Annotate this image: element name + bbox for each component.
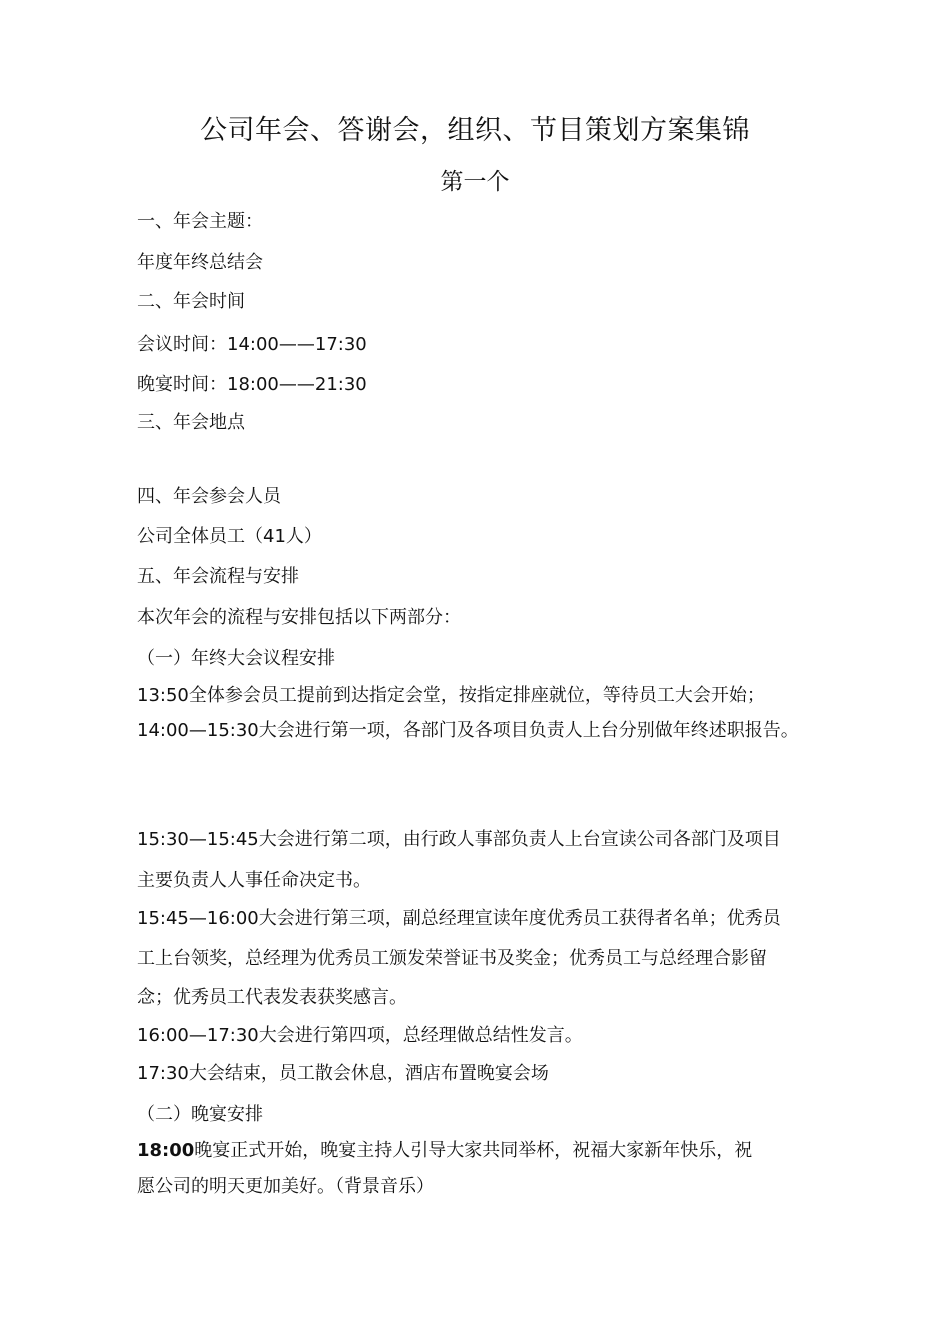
paragraph-line: 年度年终总结会 — [137, 252, 263, 273]
section-heading-time: 二、年会时间 — [137, 291, 245, 312]
paragraph-line: 17:30大会结束，员工散会休息，酒店布置晚宴会场 — [137, 1063, 549, 1084]
paragraph-line: 念；优秀员工代表发表获奖感言。 — [137, 987, 407, 1008]
paragraph-line: 会议时间：14:00——17:30 — [137, 334, 367, 355]
section-heading-process: 五、年会流程与安排 — [137, 566, 299, 587]
paragraph-line: 晚宴时间：18:00——21:30 — [137, 374, 367, 395]
paragraph-line: 15:45—16:00大会进行第三项，副总经理宣读年度优秀员工获得者名单；优秀员 — [137, 908, 781, 929]
paragraph-line: 13:50全体参会员工提前到达指定会堂，按指定排座就位，等待员工大会开始； — [137, 685, 765, 706]
section-heading-location: 三、年会地点 — [137, 412, 245, 433]
subsection-heading-meeting: （一）年终大会议程安排 — [137, 648, 335, 669]
paragraph-line: 愿公司的明天更加美好。（背景音乐） — [137, 1176, 434, 1197]
document-subtitle: 第一个 — [440, 169, 510, 195]
banquet-start-time: 18:00 — [137, 1140, 195, 1161]
paragraph-line: 公司全体员工（41人） — [137, 526, 322, 547]
paragraph-line: 14:00—15:30大会进行第一项，各部门及各项目负责人上台分别做年终述职报告。 — [137, 720, 799, 741]
paragraph-line — [137, 1139, 752, 1163]
section-heading-theme: 一、年会主题： — [137, 211, 263, 232]
paragraph-line: 15:30—15:45大会进行第二项，由行政人事部负责人上台宣读公司各部门及项目 — [137, 829, 781, 850]
document-title: 公司年会、答谢会，组织、节目策划方案集锦 — [200, 115, 750, 146]
paragraph-line: 主要负责人人事任命决定书。 — [137, 870, 371, 891]
subsection-heading-banquet: （二）晚宴安排 — [137, 1104, 263, 1125]
banquet-start-text: 晚宴正式开始，晚宴主持人引导大家共同举杯，祝福大家新年快乐，祝 — [194, 1140, 753, 1161]
paragraph-line: 工上台领奖，总经理为优秀员工颁发荣誉证书及奖金；优秀员工与总经理合影留 — [137, 948, 767, 969]
paragraph-line: 本次年会的流程与安排包括以下两部分： — [137, 607, 461, 628]
section-heading-attendees: 四、年会参会人员 — [137, 486, 281, 507]
paragraph-line: 16:00—17:30大会进行第四项，总经理做总结性发言。 — [137, 1025, 583, 1046]
